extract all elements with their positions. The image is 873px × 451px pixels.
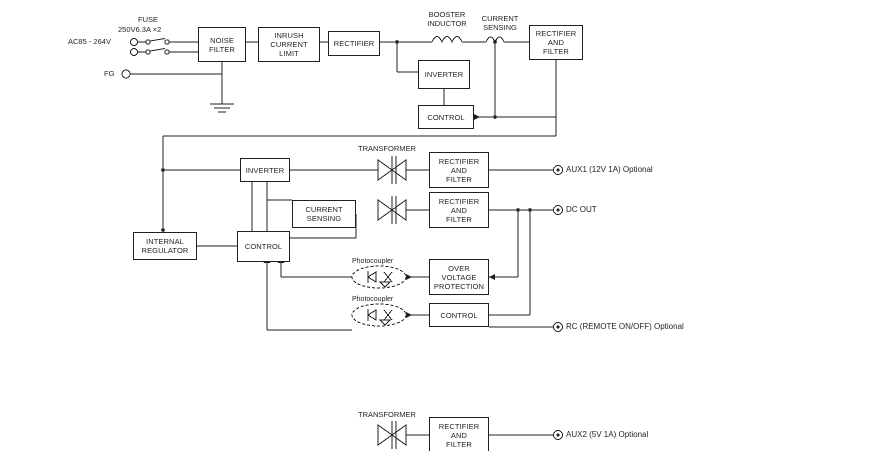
rf-top-line-3: FILTER [543, 47, 569, 56]
internal-regulator-block [133, 232, 197, 260]
rf-aux2-line-3: FILTER [446, 439, 472, 449]
inverter-top-line-1: INVERTER [424, 70, 464, 79]
ovp-line-1: OVER [448, 263, 470, 273]
ir-line-2: REGULATOR [141, 246, 189, 255]
rectifier-block-top [328, 31, 380, 56]
rf-aux1-line-1: RECTIFIER [438, 156, 480, 166]
inrush-current-limit-block [258, 27, 320, 62]
ir-line-1: INTERNAL [146, 237, 184, 246]
control-main-line-1: CONTROL [244, 242, 283, 251]
control-rc-line-1: CONTROL [440, 310, 478, 320]
rf-top-line-1: RECTIFIER [535, 29, 577, 38]
ovp-line-3: PROTECTION [433, 281, 485, 291]
rectifier-and-filter-block-aux1 [429, 152, 489, 188]
ovp-line-2: VOLTAGE [441, 272, 477, 282]
output-dc-out-label: DC OUT [566, 205, 597, 214]
transformer-2-label: TRANSFORMER [358, 410, 416, 419]
over-voltage-protection-block [429, 259, 489, 295]
inverter-block-top [418, 60, 470, 89]
inrush-line-1: INRUSH [274, 31, 304, 40]
output-aux2-label: AUX2 (5V 1A) Optional [566, 430, 649, 439]
inrush-line-2: CURRENT [270, 40, 308, 49]
noise-filter-line-1: NOISE [210, 35, 234, 45]
inverter-main-line-1: INVERTER [245, 165, 285, 175]
current-sensing-top-label-line1: CURRENT [481, 14, 519, 23]
rectifier-top-line-1: RECTIFIER [333, 39, 375, 48]
fg-input-label: FG [104, 69, 115, 78]
control-block-top [418, 105, 474, 129]
cs-main-line-1: CURRENT [305, 205, 343, 214]
inverter-block-main [240, 158, 290, 182]
inrush-line-3: LIMIT [279, 49, 299, 58]
photocoupler-2-label: Photocoupler [352, 296, 394, 303]
rf-aux2-line-1: RECTIFIER [438, 421, 480, 431]
booster-inductor-label-line1: BOOSTER [428, 10, 466, 19]
rectifier-and-filter-block-aux2 [429, 417, 489, 451]
photocoupler-1-label: Photocoupler [352, 258, 394, 265]
rf-top-line-2: AND [547, 38, 565, 47]
transformer-1-label: TRANSFORMER [358, 144, 416, 153]
output-aux1-label: AUX1 (12V 1A) Optional [566, 165, 653, 174]
noise-filter-block [198, 27, 246, 62]
rf-dcout-line-2: AND [450, 205, 468, 215]
rectifier-and-filter-block-dcout [429, 192, 489, 228]
control-block-main [237, 231, 290, 262]
rf-dcout-line-1: RECTIFIER [438, 196, 480, 206]
cs-main-line-2: SENSING [306, 214, 342, 223]
current-sensing-block-main [292, 200, 356, 228]
rf-dcout-line-3: FILTER [446, 214, 472, 224]
rf-aux2-line-2: AND [450, 430, 468, 440]
current-sensing-top-label-line2: SENSING [483, 23, 517, 32]
rf-aux1-line-3: FILTER [446, 174, 472, 184]
rectifier-and-filter-block-top [529, 25, 583, 60]
control-top-line-1: CONTROL [427, 112, 465, 122]
noise-filter-line-2: FILTER [209, 44, 235, 54]
rf-aux1-line-2: AND [450, 165, 468, 175]
control-block-rc [429, 303, 489, 327]
output-rc-label: RC (REMOTE ON/OFF) Optional [566, 322, 684, 331]
fuse-rating-label: 250V6.3A ×2 [118, 25, 162, 34]
ac-input-label: AC85 - 264V [68, 37, 111, 46]
booster-inductor-label-line2: INDUCTOR [427, 19, 467, 28]
fuse-label: FUSE [138, 15, 159, 24]
